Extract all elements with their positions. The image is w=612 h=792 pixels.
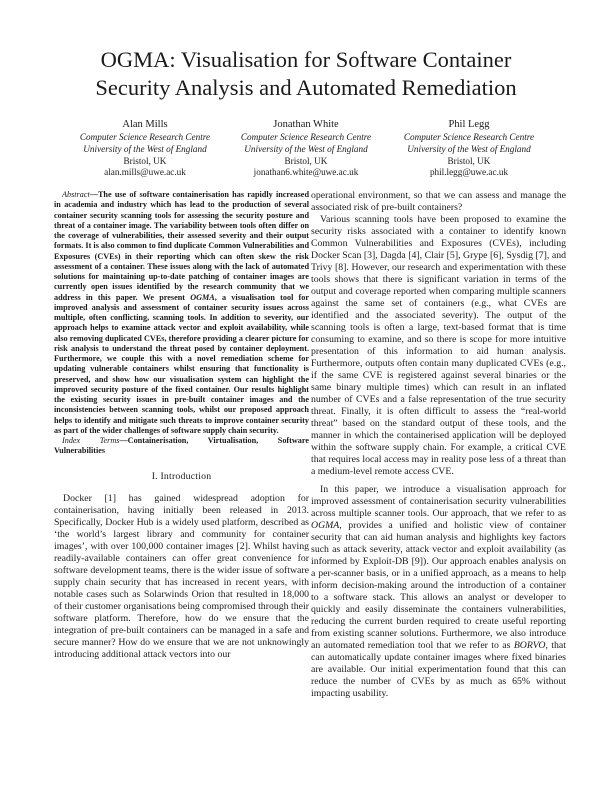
abstract-ogma: OGMA xyxy=(190,292,215,302)
section-heading-introduction: I. Introduction xyxy=(151,470,212,482)
author-1 xyxy=(55,118,235,179)
paragraph-part: In this paper, we introduce a visualisation approach for improved assessment of containerisation security vulnerabilities across multiple scanner tools. Our approach, that we refer to as xyxy=(311,484,566,519)
author-location: Bristol, UK xyxy=(447,155,491,166)
author-email: alan.mills@uwe.ac.uk xyxy=(104,167,186,178)
introduction-body xyxy=(54,493,309,661)
author-2 xyxy=(216,118,396,179)
author-email: phil.legg@uwe.ac.uk xyxy=(429,167,509,178)
abstract-label: Abstract xyxy=(62,190,90,199)
author-name: Alan Mills xyxy=(122,119,168,130)
paper-title-line-1: OGMA: Visualisation for Software Container xyxy=(100,47,512,72)
paper-title-line-2: Security Analysis and Automated Remediation xyxy=(95,75,517,100)
abstract-text-part-2: , a visualisation tool for improved analysis and assessment of container security issues across multiple, often conflicting, scanning tools. In addition to severity, our approach helps to examine attack vector and exploit availability, while also removing duplicated CVEs, therefore providing a clearer picture for risk analysis to understand the threat posed by container deployment. Furthermore, we couple this with a novel remediation scheme for updating vulnerable containers whilst ensuring that functionality is preserved, and show how our visualisation system can highlight the improved security posture of the fixed container. Our results highlight the existing security issues in pre-built container images and the inconsistencies between scanning tools, whilst our proposed approach helps to identify and mitigate such threats to improve container security as part of the wider challenges of software supply chain security. xyxy=(54,292,309,435)
introduction-body-continued xyxy=(311,190,566,700)
abstract xyxy=(54,190,309,436)
borvo-name: BORVO xyxy=(513,640,546,651)
author-department: Computer Science Research Centre xyxy=(240,132,372,142)
author-3 xyxy=(379,118,559,179)
author-location: Bristol, UK xyxy=(123,155,167,166)
author-email: jonathan6.white@uwe.ac.uk xyxy=(253,167,359,178)
author-university: University of the West of England xyxy=(407,143,531,154)
left-column xyxy=(54,190,309,768)
index-terms xyxy=(54,436,309,457)
index-terms-text: —Containerisation, Virtualisation, Software Vulnerabilities xyxy=(54,436,309,456)
author-university: University of the West of England xyxy=(83,143,207,154)
ogma-name: OGMA xyxy=(311,520,340,531)
author-department: Computer Science Research Centre xyxy=(403,132,535,142)
author-university: University of the West of England xyxy=(244,143,368,154)
paragraph: Various scanning tools have been proposed to examine the security risks associated with a container to identify known Common Vulnerabilities and Exposures (CVEs), including Docker Scan [3], Dagda [4], Clair [5], Grype [6], Sysdig [7], and Trivy [8]. However, our research and experimentation with these tools shows that there is significant variation in terms of the output and coverage reported when comparing multiple scanners against the same set of containers (e.g., what CVEs are identified and the associated severity). The output of the scanning tools is often a large, text-based format that is time consuming to examine, and so there is scope for more intuitive presentation of this information to aid human analysis. Furthermore, outputs often contain many duplicated CVEs (e.g., if the same CVE is registered against several binaries or the same binary multiple times) which can result in an inflated number of CVEs and a false representation of the true security threat. Finally, it is often difficult to assess the “real-world threat” based on the standard output of these tools, and the manner in which the containerised application will be deployed within the software supply chain. For example, a critical CVE that requires local access may in reality pose less of a threat than a medium-level remote access CVE. xyxy=(311,214,566,477)
author-location: Bristol, UK xyxy=(284,155,328,166)
paragraph: Docker [1] has gained widespread adoption for containerisation, having initially been released in 2013. Specifically, Docker Hub is a widely used platform, described as ‘the world’s largest library and community for container images’, with over 100,000 container images [2]. Whilst having readily-available containers can offer great convenience for software development teams, there is the wider issue of software supply chain security that has increased in recent years, with notable cases such as Solarwinds Orion that resulted in 18,000 of their customer organisations being compromised through their software platform. Therefore, how do we ensure that the integration of pre-built containers can be managed in a safe and secure manner? How do we ensure that we are not unknowingly introducing additional attack vectors into our xyxy=(54,492,309,660)
paragraph xyxy=(311,484,566,700)
paragraph-part: , provides a unified and holistic view of container security that can aid human analysis and highlights key factors such as attack severity, attack vector and exploit availability (as informed by Exploit-DB [9]). Our approach enables analysis on a per-scanner basis, or in a unified approach, as a means to help inform decision-making around the introduction of a container to a software stack. This allows an analyst or developer to quickly and easily disseminate the containers vulnerabilities, reducing the current burden required to create useful reporting from existing scanner solutions. Furthermore, we also introduce an automated remediation tool that we refer to as xyxy=(311,520,566,651)
author-name: Phil Legg xyxy=(448,119,490,130)
right-column xyxy=(311,190,566,768)
author-department: Computer Science Research Centre xyxy=(79,132,211,142)
paragraph: operational environment, so that we can assess and manage the associated risk of pre-built containers? xyxy=(311,190,566,213)
paper-title xyxy=(40,46,572,102)
author-block xyxy=(0,118,612,188)
author-name: Jonathan White xyxy=(273,119,339,130)
index-terms-label: Index Terms xyxy=(62,436,120,445)
paragraph-part: , that can automatically update container images where fixed binaries are available. Our initial experimentation found that this can reduce the number of CVEs by as much as 65% without impacting usability. xyxy=(311,640,566,699)
abstract-text-part-1: —The use of software containerisation has rapidly increased in academia and industry which has lead to the production of several container security scanning tools for assessing the security posture and threat of a container image. The variability between tools often differ on the coverage of vulnerabilities, their assessed severity and their output formats. It is also common to find duplicate Common Vulnerabilities and Exposures (CVEs) in their reporting which can often skew the risk assessment of a container. These issues along with the lack of automated solutions for maintaining up-to-date patching of container images are currently open issues identified by the research community that we address in this paper. We present xyxy=(54,190,309,302)
